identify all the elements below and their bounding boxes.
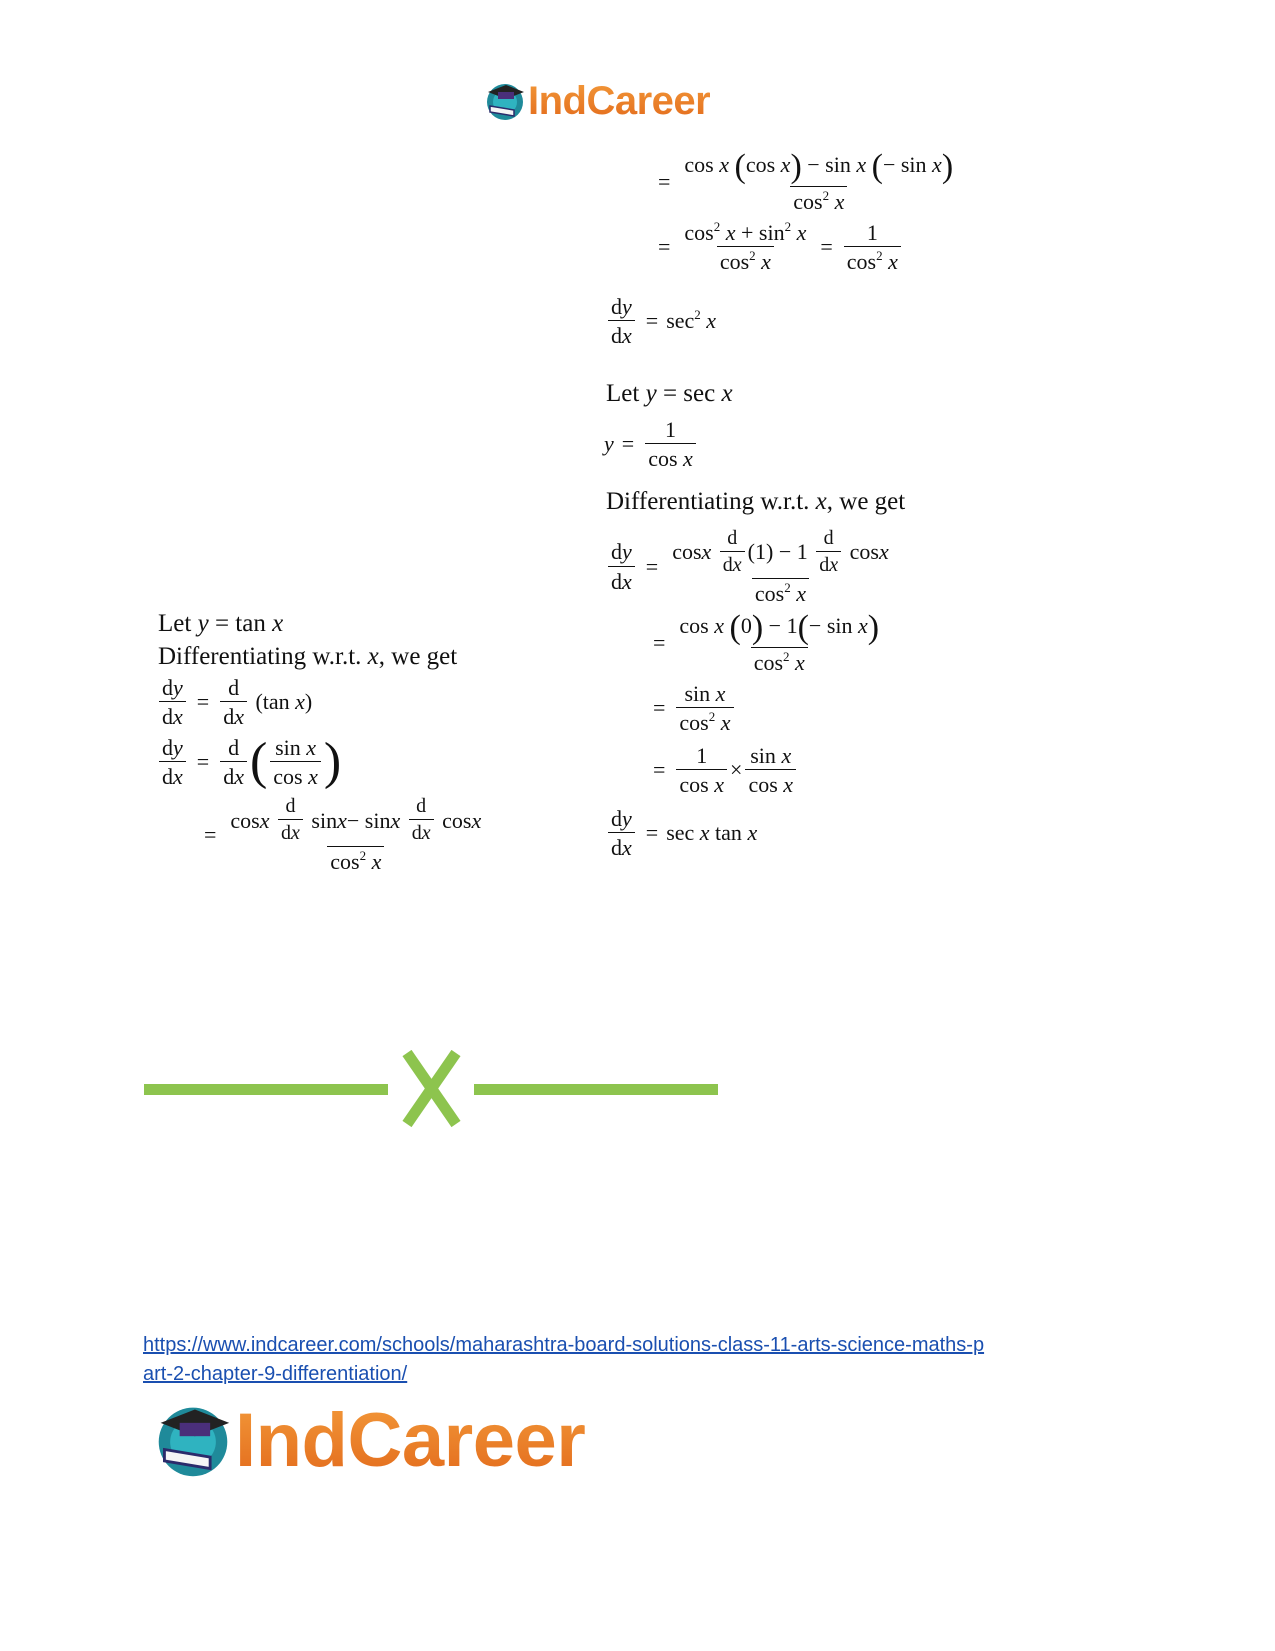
graduation-cap-globe-icon [484, 80, 526, 122]
equation-line: = cos x $\frac{d}{dx}$ sin x − sin x $\frac{d}{dx}$ cos x $\cos^2 x$ [204, 795, 482, 875]
equation-line: $\frac{dy}{dx}$ = cos x $\frac{d}{dx}$ (1) − 1 $\frac{d}{dx}$ cos x $\cos^2 x$ [605, 528, 895, 605]
divider-right-bar [474, 1084, 718, 1095]
right-diff-line: Differentiating w.r.t. x, we get [606, 488, 906, 515]
equation-line: = $\frac{\text{sin x}}{\cos^2 x}$ [645, 682, 895, 734]
divider-left-bar [144, 1084, 388, 1095]
equation-line: = $\frac{\text{cos x (0) − 1(− sin x)}}{\cos^2 x}$ [653, 609, 880, 676]
footer-logo-text: IndCareer [235, 1397, 586, 1483]
equation-line: $\frac{dy}{dx}$ = $\frac{d}{dx}$ (tan x) [156, 676, 487, 728]
right-column-tan-continued [650, 150, 959, 273]
divider-x-icon [407, 1053, 456, 1124]
equation-line: = $\frac{1}{\text{cos x}}$ × $\frac{\text{sin x}}{\text{cos x}}$ [645, 744, 895, 796]
left-column-tan-derivation [156, 676, 487, 873]
result-sec-tan: $\frac{dy}{dx}$ = sec x tan x [605, 807, 895, 859]
section-divider [144, 1050, 720, 1130]
equation-line: $\frac{dy}{dx}$ = $\frac{d}{dx}$ ( $\frac{\text{sin x}}{\text{cos x}}$ ) [156, 736, 487, 788]
source-link-line-2[interactable]: art-2-chapter-9-differentiation/ [143, 1363, 408, 1385]
graduation-cap-globe-icon [153, 1400, 233, 1480]
equation-line: = $\frac{\cos^2 x + \sin^2 x}{\cos^2 x}$ = $\frac{1}{\cos^2 x}$ [650, 221, 959, 273]
y-equals-one-over-cos: y = $\frac{1}{\text{cos x}}$ [604, 418, 699, 470]
left-diff-line: Differentiating w.r.t. x, we get [158, 643, 458, 670]
source-link-line-1[interactable]: https://www.indcareer.com/schools/maharashtra-board-solutions-class-11-arts-science-maths-p [143, 1334, 985, 1356]
right-column-sec-derivation [605, 528, 895, 859]
right-let-line: Let y = sec x [606, 380, 733, 407]
source-link[interactable] [143, 1331, 984, 1389]
left-let-line: Let y = tan x [158, 610, 284, 637]
footer-logo [153, 1397, 586, 1483]
header-logo-text: IndCareer [528, 78, 711, 123]
equation-line: = $\frac{\text{cos x (cos x) − sin x (− sin x)}}{\cos^2 x}$ [658, 148, 954, 214]
result-sec-squared: $\frac{dy}{dx}$ = $\sec^2 x$ [605, 295, 716, 347]
header-logo [484, 78, 710, 124]
